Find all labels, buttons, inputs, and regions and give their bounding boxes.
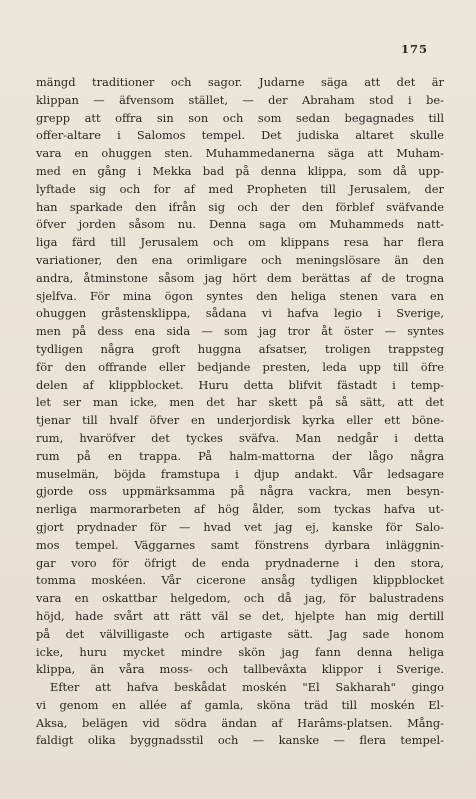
text-line: med en gång i Mekka bad på denna klippa, som då upp-: [36, 163, 444, 178]
text-line: icke, huru mycket mindre skön jag fann denna heliga: [36, 644, 444, 659]
text-line: variationer, den ena orimligare och meningslösare än den: [36, 252, 444, 267]
text-line: tomma moskéen. Vår cicerone ansåg tydligen klippblocket: [36, 573, 444, 588]
text-line: för den offrande eller bedjande presten, leda upp till öfre: [36, 359, 444, 374]
text-line: rum på en trappa. På halm-mattorna der lågo några: [36, 448, 444, 463]
text-line: Aksa, belägen vid södra ändan af Harâms-platsen. Mång-: [36, 715, 444, 730]
text-line: grepp att offra sin son och som sedan begagnades till: [36, 110, 444, 125]
text-line: vara en oskattbar helgedom, och då jag, för balustradens: [36, 591, 444, 606]
text-line: klippan — äfvensom stället, — der Abraham stod i be-: [36, 92, 444, 107]
text-line: höjd, hade svårt att rätt väl se det, hjelpte han mig dertill: [36, 608, 444, 623]
text-line: sjelfva. För mina ögon syntes den heliga stenen vara en: [36, 288, 444, 303]
text-line: gar voro för öfrigt de enda prydnaderne i den stora,: [36, 555, 444, 570]
text-line: let ser man icke, men det har skett på så sätt, att det: [36, 395, 444, 410]
text-line: lyftade sig och for af med Propheten till Jerusalem, der: [36, 181, 444, 196]
text-line: gjort prydnader för — hvad vet jag ej, kanske för Salo-: [36, 519, 444, 534]
text-line: vara en ohuggen sten. Muhammedanerna säga att Muham-: [36, 146, 444, 161]
page-number: 175: [400, 42, 428, 56]
text-line: han sparkade den ifrån sig och der den förblef sväfvande: [36, 199, 444, 214]
text-line: muselmän, böjda framstupa i djup andakt. Vår ledsagare: [36, 466, 444, 481]
text-line: men på dess ena sida — som jag tror åt öster — syntes: [36, 324, 444, 339]
text-line: liga färd till Jerusalem och om klippans resa har flera: [36, 235, 444, 250]
text-line: på det välvilligaste och artigaste sätt. Jag sade honom: [36, 626, 444, 641]
text-line: mängd traditioner och sagor. Judarne säga att det är: [36, 75, 444, 89]
text-line: mos tempel. Väggarnes samt fönstrens dyrbara inläggnin-: [36, 537, 444, 552]
body-text: [36, 74, 444, 750]
text-line: ohuggen gråstensklippa, sådana vi hafva legio i Sverige,: [36, 306, 444, 321]
text-line: tjenar till hvalf öfver en underjordisk kyrka eller ett böne-: [36, 413, 444, 428]
text-line: andra, åtminstone såsom jag hört dem berättas af de trogna: [36, 270, 444, 285]
text-line: delen af klippblocket. Huru detta blifvit fästadt i temp-: [36, 377, 444, 392]
text-line: vi genom en allée af gamla, sköna träd till moskén El-: [36, 697, 444, 712]
text-line: Efter att hafva beskådat moskén "El Sakharah" gingo: [50, 680, 444, 695]
text-line: gjorde oss uppmärksamma på några vackra, men besyn-: [36, 484, 444, 499]
text-line: rum, hvaröfver det tyckes sväfva. Man nedgår i detta: [36, 430, 444, 445]
text-line: offer-altare i Salomos tempel. Det judiska altaret skulle: [36, 128, 444, 143]
text-line: tydligen några groft huggna afsatser, troligen trappsteg: [36, 341, 444, 356]
text-line: klippa, än våra moss- och tallbevâxta klippor i Sverige.: [36, 662, 444, 677]
text-line: öfver jorden såsom nu. Denna saga om Muhammeds natt-: [36, 217, 444, 232]
text-line: faldigt olika byggnadsstil och — kanske — flera tempel-: [36, 733, 444, 748]
text-line: nerliga marmorarbeten af hög ålder, som tyckas hafva ut-: [36, 502, 444, 517]
